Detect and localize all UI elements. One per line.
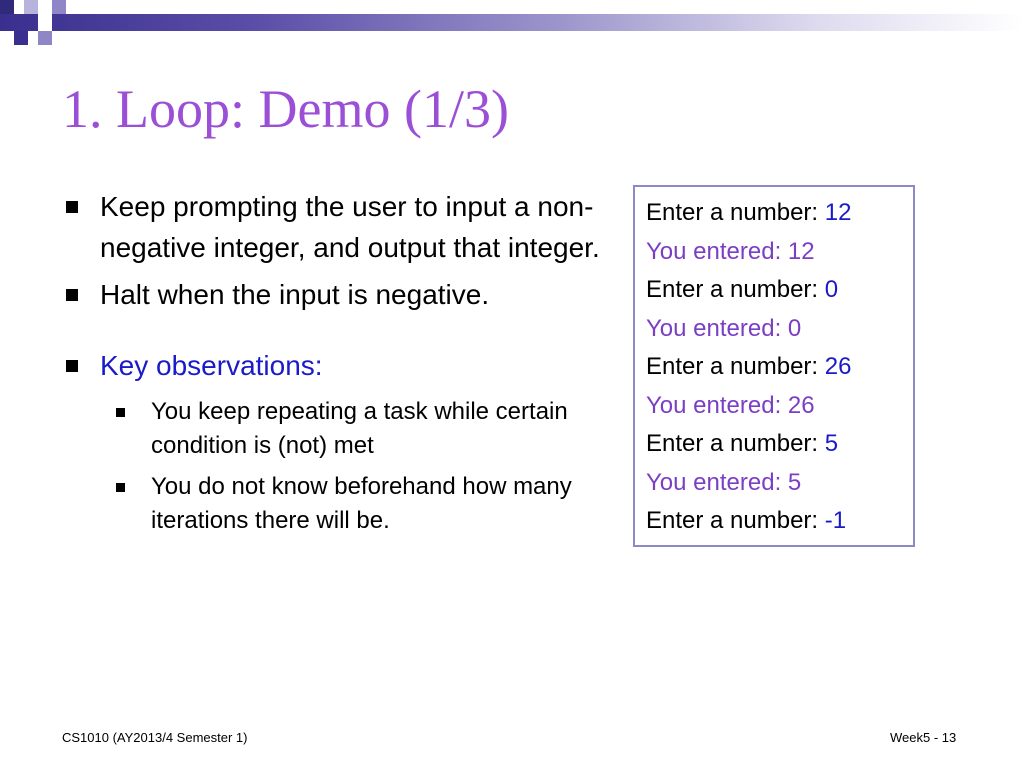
terminal-line-prompt: Enter a number: -1 [646, 507, 847, 534]
bullet-text: Halt when the input is negative. [100, 279, 490, 310]
footer-page-number: Week5 - 13 [890, 730, 957, 745]
decor-square [38, 14, 52, 31]
bullet-list [60, 186, 620, 538]
bullet-item [60, 186, 620, 268]
decor-square [14, 31, 28, 45]
decor-square [38, 31, 52, 45]
terminal-line-prompt: Enter a number: 26 [646, 353, 852, 380]
terminal-line-prompt: Enter a number: 12 [646, 199, 852, 226]
square-bullet-icon [66, 360, 78, 372]
terminal-line-output: You entered: 5 [646, 468, 802, 496]
terminal-line-output: You entered: 12 [646, 237, 815, 265]
terminal-line-output: You entered: 26 [646, 391, 815, 419]
bullet-item [60, 274, 620, 315]
header-gradient-bar [0, 14, 1024, 31]
sub-bullet-text: You do not know beforehand how many iterations there will be. [151, 473, 572, 534]
decor-square [24, 0, 38, 14]
bullet-text: Key observations: [100, 350, 323, 381]
terminal-line-output: You entered: 0 [646, 314, 802, 342]
slide-title: 1. Loop: Demo (1/3) [62, 79, 509, 139]
sub-bullet-text: You keep repeating a task while certain condition is (not) met [151, 398, 568, 459]
decor-square [52, 0, 66, 14]
square-bullet-icon [66, 289, 78, 301]
square-bullet-icon [116, 408, 125, 417]
footer-course: CS1010 (AY2013/4 Semester 1) [62, 730, 248, 745]
sub-bullet-item [60, 395, 620, 463]
sub-bullet-item [60, 470, 620, 538]
terminal-line-prompt: Enter a number: 0 [646, 276, 839, 303]
key-observations-heading [60, 345, 620, 386]
terminal-line-prompt: Enter a number: 5 [646, 430, 839, 457]
terminal-output-box [633, 185, 915, 547]
square-bullet-icon [116, 483, 125, 492]
square-bullet-icon [66, 201, 78, 213]
decor-square [0, 0, 14, 14]
bullet-text: Keep prompting the user to input a non-negative integer, and output that integer. [100, 191, 600, 263]
